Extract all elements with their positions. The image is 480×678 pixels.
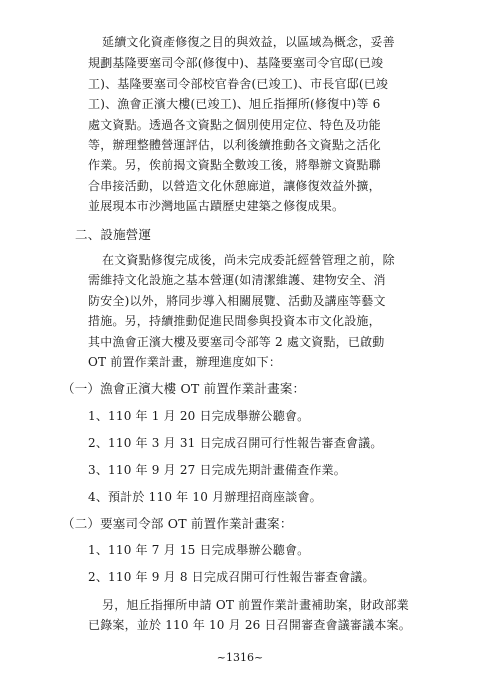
list-item: 4、預計於 110 年 10 月辦理招商座談會。 [88, 489, 322, 504]
paragraph-line: 工)、漁會正濱大樓(已竣工)、旭丘指揮所(修復中)等 6 [88, 97, 381, 112]
paragraph-line: 作業。另，俟前揭文資點全數竣工後，將舉辦文資點聯 [88, 158, 381, 173]
paragraph-line: 並展現本市沙灣地區古蹟歷史建築之修復成果。 [88, 199, 345, 214]
paragraph-line: 工)、基隆要塞司令部校官眷舍(已竣工)、市長官邸(已竣 [88, 76, 389, 91]
list-item: 2、110 年 9 月 8 日完成召開可行性報告審查會議。 [88, 570, 375, 585]
subsection-heading: （一）漁會正濱大樓 OT 前置作業計畫案： [62, 381, 306, 397]
subsection-heading: （二）要塞司令部 OT 前置作業計畫案： [62, 515, 293, 531]
paragraph-line: 已錄案，並於 110 年 10 月 26 日召開審查會議審議本案。 [88, 618, 411, 632]
page-number: ~1316~ [216, 651, 264, 664]
paragraph-line: 在文資點修復完成後，尚未完成委託經營管理之前，除 [102, 252, 395, 267]
paragraph-line: 規劃基隆要塞司令部(修復中)、基隆要塞司令官邸(已竣 [88, 56, 384, 71]
list-item: 3、110 年 9 月 27 日完成先期計畫備查作業。 [88, 463, 346, 478]
section-heading: 二、設施營運 [75, 227, 152, 243]
list-item: 1、110 年 1 月 20 日完成舉辦公聽會。 [88, 408, 310, 423]
paragraph-line: 需維持文化設施之基本營運(如清潔維護、建物安全、消 [88, 273, 386, 288]
paragraph-line: 其中漁會正濱大樓及要塞司令部等 2 處文資點，已啟動 [88, 334, 385, 349]
paragraph-line: 等，辦理整體營運評估，以利後續推動各文資點之活化 [88, 138, 381, 152]
list-item: 1、110 年 7 月 15 日完成舉辦公聽會。 [88, 543, 310, 558]
paragraph-line: OT 前置作業計畫，辦理進度如下： [88, 355, 282, 369]
paragraph-line: 合串接活動，以營造文化休憩廊道，讓修復效益外擴， [88, 178, 381, 193]
paragraph-line: 另，旭丘指揮所申請 OT 前置作業計畫補助案，財政部業 [102, 597, 409, 612]
paragraph-line: 處文資點。透過各文資點之個別使用定位、特色及功能 [88, 117, 381, 132]
list-item: 2、110 年 3 月 31 日完成召開可行性報告審查會議。 [88, 435, 383, 450]
paragraph-line: 防安全)以外，將同步導入相關展覽、活動及講座等藝文 [88, 293, 386, 308]
paragraph-line: 措施。另，持續推動促進民間參與投資本市文化設施， [88, 314, 381, 329]
paragraph-line: 延續文化資產修復之目的與效益，以區域為概念，妥善 [102, 35, 395, 49]
